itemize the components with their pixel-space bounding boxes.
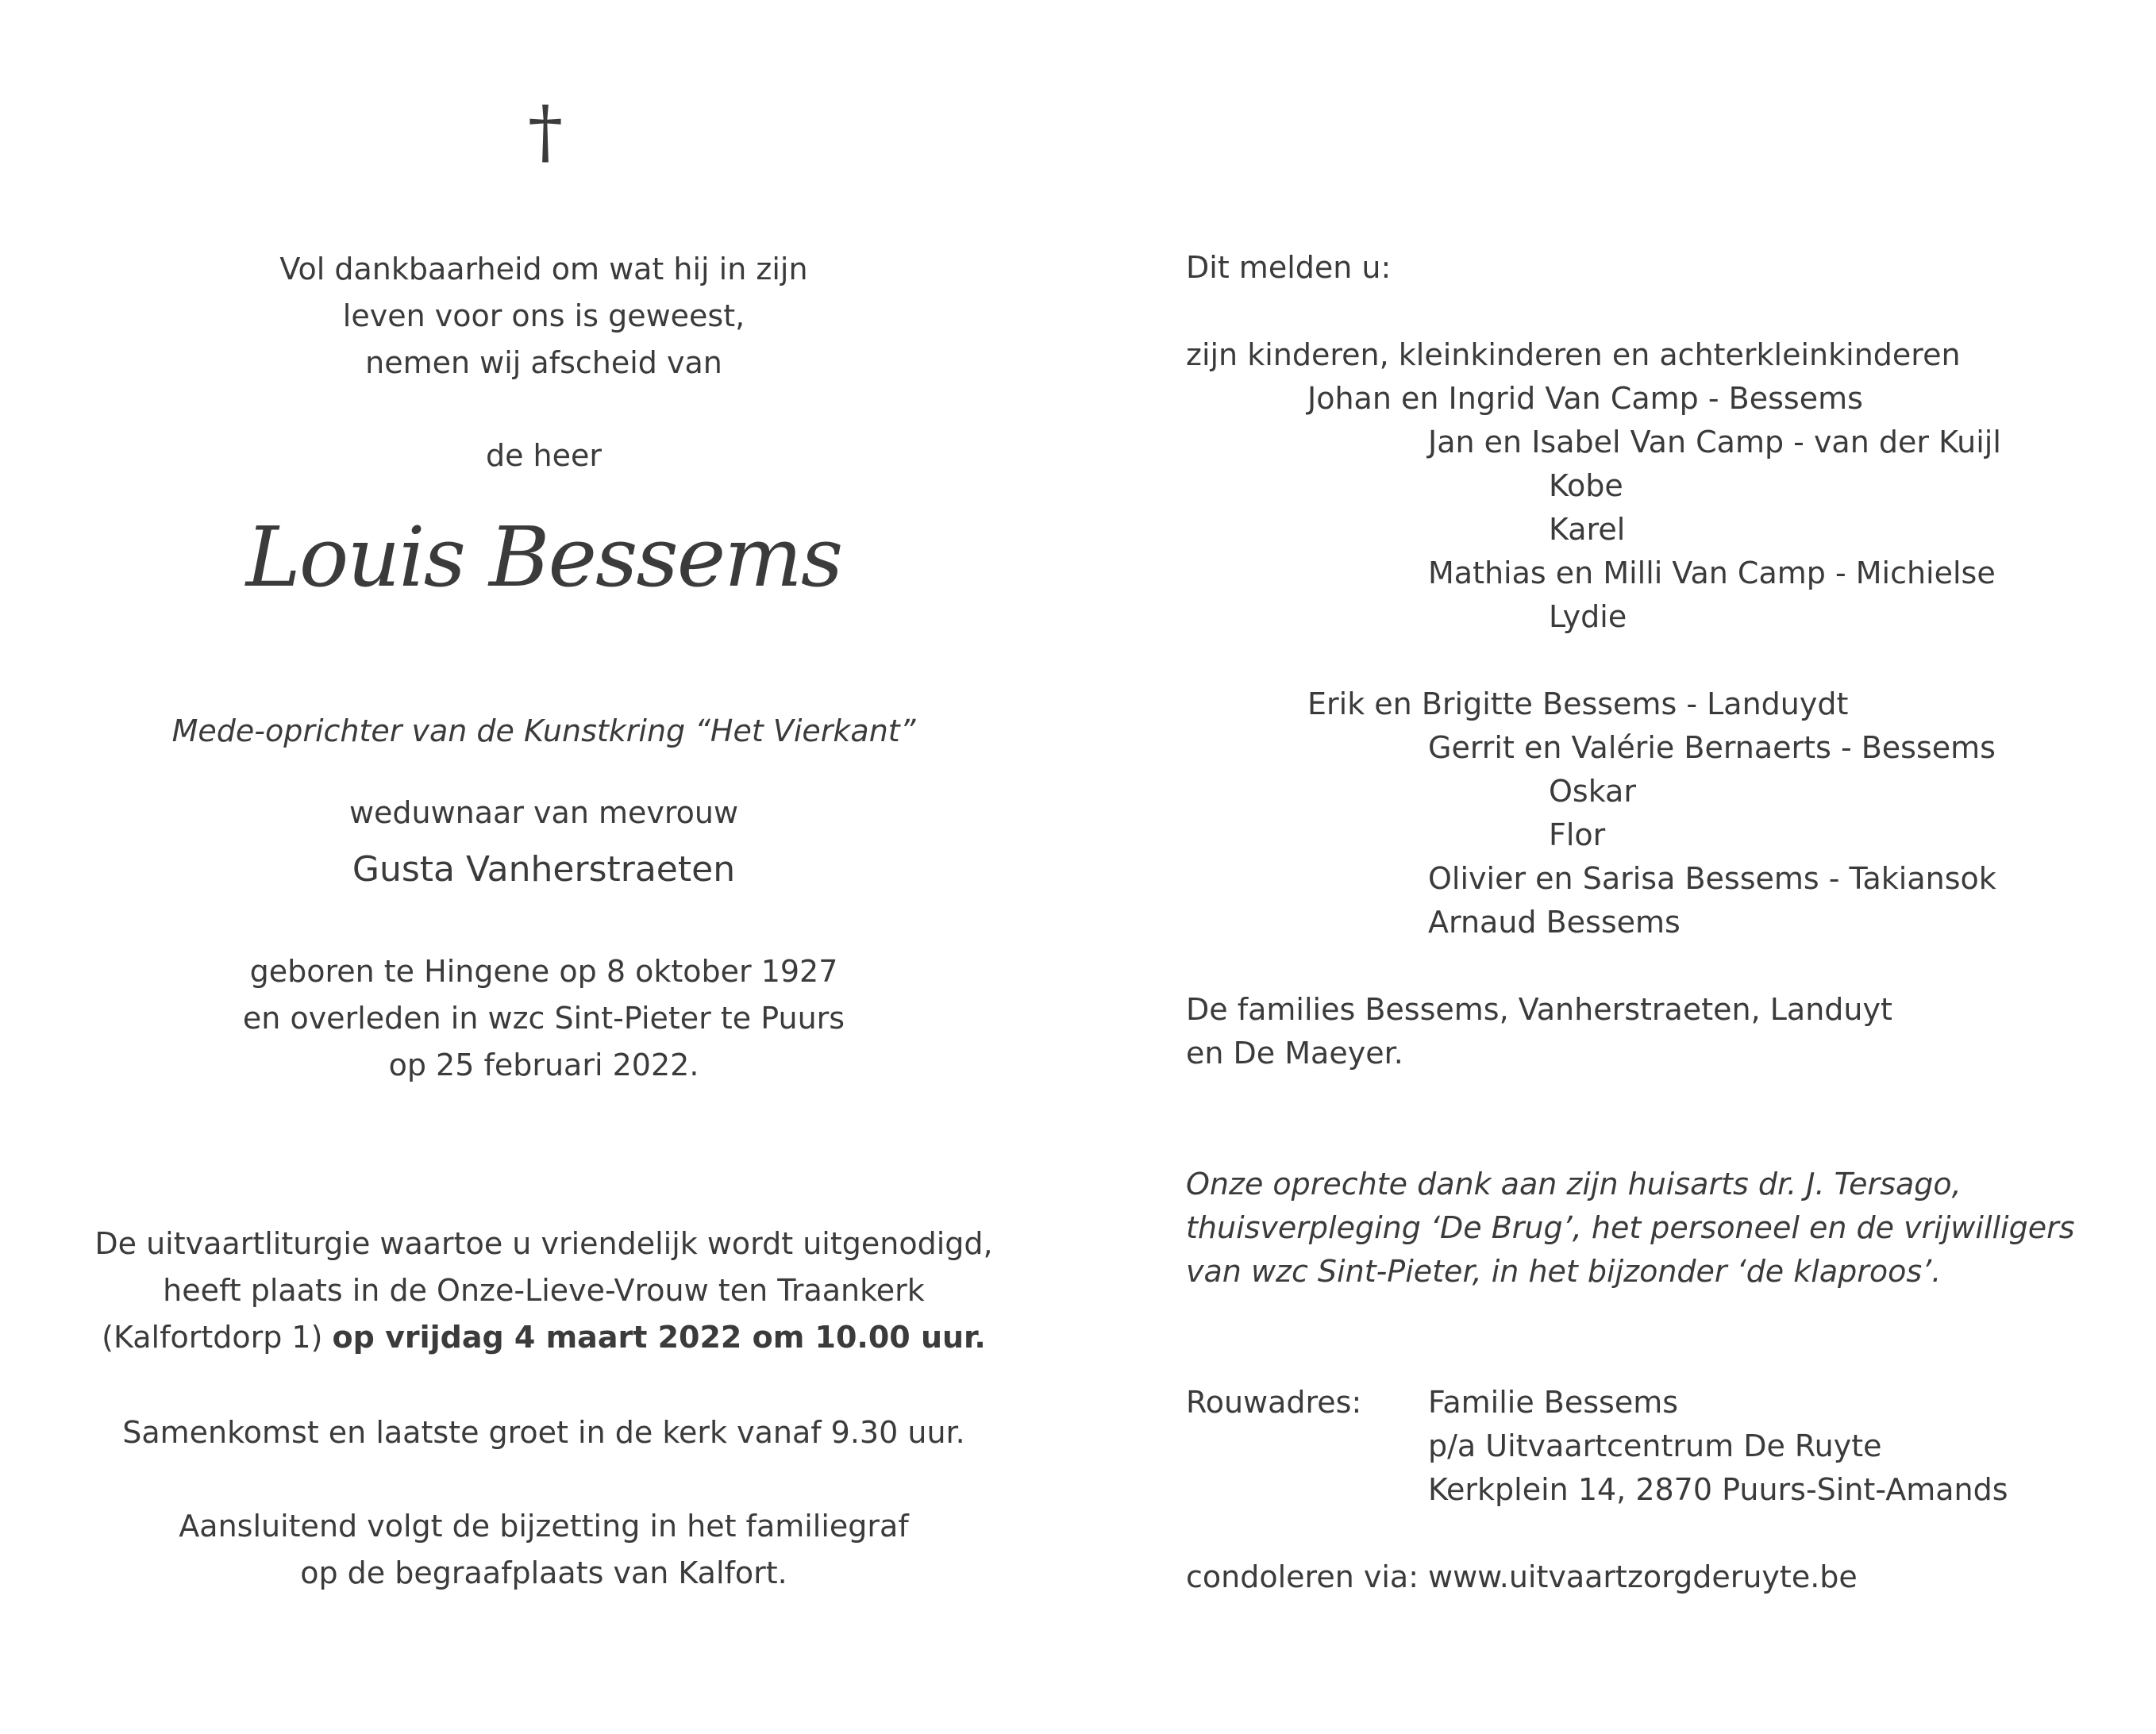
families-line: De families Bessems, Vanherstraeten, Landuyt (1186, 992, 1892, 1027)
salutation (0, 433, 1088, 479)
widower-of (0, 790, 1088, 836)
family-member: Erik en Brigitte Bessems - Landuydt (1307, 686, 1849, 721)
family-member: Johan en Ingrid Van Camp - Bessems (1307, 381, 1863, 416)
address-line: p/a Uitvaartcentrum De Ruyte (1428, 1428, 1882, 1463)
family-member: Mathias en Milli Van Camp - Michielse (1428, 556, 1996, 590)
burial-details (0, 1503, 1088, 1597)
thanks-line: van wzc Sint-Pieter, in het bijzonder ‘de klaproos’. (1186, 1254, 1942, 1289)
thanks-line: Onze oprechte dank aan zijn huisarts dr. J. Tersago, (1186, 1167, 1962, 1201)
ceremony-line (0, 1314, 1088, 1361)
ceremony-line: heeft plaats in de Onze-Lieve-Vrouw ten Traankerk (163, 1273, 925, 1308)
burial-line: Aansluitend volgt de bijzetting in het familiegraf (179, 1509, 909, 1544)
birth-death-details (0, 948, 1088, 1089)
burial-line: op de begraafplaats van Kalfort. (300, 1555, 787, 1590)
condolence-link[interactable]: www.uitvaartzorgderuyte.be (1428, 1559, 1858, 1594)
deceased-title (0, 708, 1088, 755)
address-line: Kerkplein 14, 2870 Puurs-Sint-Amands (1428, 1472, 2008, 1507)
condolence-label: condoleren via: (1186, 1559, 1419, 1594)
birth-death-line: op 25 februari 2022. (388, 1048, 699, 1082)
address-label: Rouwadres: (1186, 1385, 1362, 1420)
gathering-details (0, 1409, 1088, 1456)
families-line: en De Maeyer. (1186, 1036, 1403, 1071)
ceremony-details (0, 1221, 1088, 1361)
intro-line: leven voor ons is geweest, (342, 298, 745, 333)
cross-icon: † (528, 90, 563, 172)
intro-line: nemen wij afscheid van (365, 345, 722, 380)
announce-text: Dit melden u: (1186, 250, 1392, 285)
family-member: Lydie (1549, 599, 1627, 634)
family-header: zijn kinderen, kleinkinderen en achterkleinkinderen (1186, 337, 1961, 372)
family-member: Flor (1549, 817, 1606, 852)
ceremony-location: (Kalfortdorp 1) (102, 1320, 323, 1355)
family-member: Kobe (1549, 468, 1623, 503)
intro-text (0, 246, 1088, 386)
widower-of-text: weduwnaar van mevrouw (348, 795, 739, 830)
salutation-text: de heer (485, 438, 603, 473)
birth-death-line: geboren te Hingene op 8 oktober 1927 (249, 954, 838, 989)
spouse-name-text: Gusta Vanherstraeten (352, 849, 736, 890)
family-member: Arnaud Bessems (1428, 905, 1681, 940)
family-member: Gerrit en Valérie Bernaerts - Bessems (1428, 730, 1996, 765)
family-member: Karel (1549, 512, 1626, 547)
spouse-name (0, 846, 1088, 893)
ceremony-date-time: op vrijdag 4 maart 2022 om 10.00 uur. (332, 1320, 986, 1355)
birth-death-line: en overleden in wzc Sint-Pieter te Puurs (242, 1001, 845, 1036)
intro-line: Vol dankbaarheid om wat hij in zijn (279, 252, 808, 286)
ceremony-line: De uitvaartliturgie waartoe u vriendelijk wordt uitgenodigd, (94, 1226, 993, 1261)
deceased-title-text: Mede-oprichter van de Kunstkring “Het Vierkant” (171, 713, 916, 748)
address-line: Familie Bessems (1428, 1385, 1679, 1420)
family-member: Jan en Isabel Van Camp - van der Kuijl (1428, 425, 2001, 459)
deceased-name: Louis Bessems (245, 509, 842, 606)
family-member: Oskar (1549, 774, 1636, 809)
family-member: Olivier en Sarisa Bessems - Takiansok (1428, 861, 1996, 896)
thanks-line: thuisverpleging ‘De Brug’, het personeel en de vrijwilligers (1186, 1210, 2075, 1245)
right-panel (1186, 0, 2123, 1734)
gathering-text: Samenkomst en laatste groet in de kerk vanaf 9.30 uur. (122, 1415, 965, 1450)
